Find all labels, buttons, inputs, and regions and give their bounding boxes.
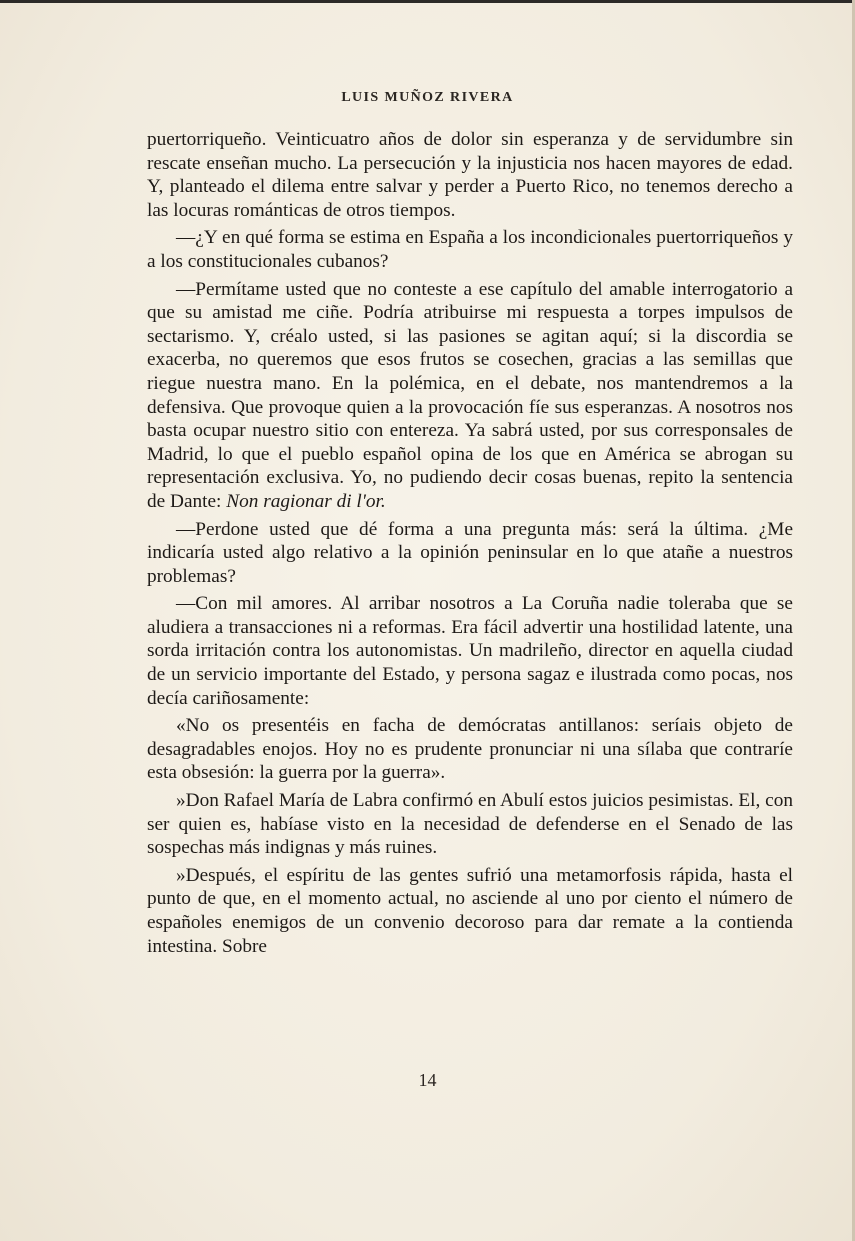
paragraph-4: —Perdone usted que dé forma a una pregunta más: será la última. ¿Me indicaría usted algo relativo a la opinión peninsular en lo que atañe a nuestros problemas? [147,518,793,587]
paragraph-5: —Con mil amores. Al arribar nosotros a La Coruña nadie toleraba que se aludiera a transacciones ni a reformas. Era fácil advertir una hostilidad latente, una sorda irritación contra los autonomistas. Un madrileño, director en aquella ciudad de un servicio importante del Estado, y persona sagaz e ilustrada como pocas, nos decía cariñosamente: [147,593,793,709]
paragraph-1: puertorriqueño. Veinticuatro años de dolor sin esperanza y de servidumbre sin rescate enseñan mucho. La persecución y la injusticia nos hacen mayores de edad. Y, planteado el dilema entre salvar y perder a Puerto Rico, no tenemos derecho a las locuras románticas de otros tiempos. [147,129,793,221]
paragraph-6: «No os presentéis en facha de demócratas antillanos: seríais objeto de desagradables enojos. Hoy no es prudente pronunciar ni una sílaba que contraríe esta obsesión: la guerra por la guerra». [147,715,793,784]
paragraph-2: —¿Y en qué forma se estima en España a los incondicionales puertorriqueños y a los constitucionales cubanos? [147,227,793,272]
page-number: 14 [418,1070,437,1090]
page-top-edge [0,0,855,3]
paragraph-3 [147,278,793,514]
paragraph-3-text: —Permítame usted que no conteste a ese capítulo del amable interrogatorio a que su amistad me ciñe. Podría atribuirse mi respuesta a torpes impulsos de sectarismo. Y, créalo usted, si las pasiones se agitan aquí; si la discordia se exacerba, no queremos que esos frutos se cosechen, gracias a las semillas que riegue nuestra mano. En la polémica, en el debate, nos mantendremos a la defensiva. Que provoque quien a la provocación fíe sus esperanzas. A nosotros nos basta ocupar nuestro sitio con entereza. Ya sabrá usted, por sus corresponsales de Madrid, lo que el pueblo español opina de los que en América se abrogan su representación exclusiva. Yo, no pudiendo decir cosas buenas, repito la sentencia de Dante: [147,278,793,512]
body-text [147,128,793,962]
paragraph-8: »Después, el espíritu de las gentes sufrió una metamorfosis rápida, hasta el punto de que, en el momento actual, no asciende al uno por ciento el número de españoles enemigos de un convenio decoroso para dar remate a la contienda intestina. Sobre [147,864,793,957]
running-head: LUIS MUÑOZ RIVERA [341,90,514,105]
italic-quote: Non ragionar di l'or. [226,490,386,512]
paragraph-7: »Don Rafael María de Labra confirmó en Abulí estos juicios pesimistas. El, con ser quien es, habíase visto en la necesidad de defenderse en el Senado de las sospechas más indignas y más ruines. [147,790,793,859]
